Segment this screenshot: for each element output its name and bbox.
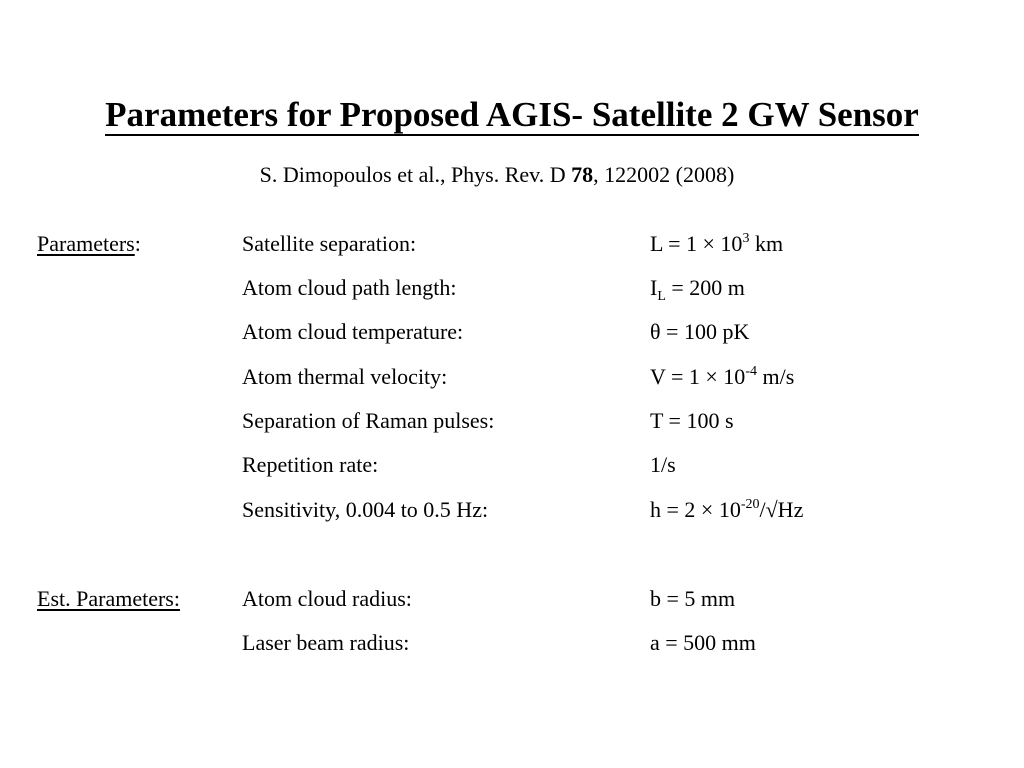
param-value: T = 100 s [650, 408, 734, 433]
param-value: a = 500 mm [650, 630, 756, 655]
param-value-base: h = 2 × 10 [650, 497, 741, 522]
param-value [650, 273, 745, 303]
param-value-exponent: -20 [740, 497, 760, 512]
param-row-temperature [0, 317, 1024, 347]
param-name: Atom cloud path length: [242, 275, 457, 300]
param-row-satellite-separation [0, 229, 1024, 259]
param-name: Sensitivity, 0.004 to 0.5 Hz: [242, 497, 489, 522]
param-value-unit: km [749, 231, 784, 256]
param-value-base: I [650, 275, 658, 300]
slide-title [0, 94, 1024, 136]
param-value-base: V = 1 × 10 [650, 364, 746, 389]
param-name: Satellite separation: [242, 231, 417, 256]
param-value-unit: m/s [756, 364, 795, 389]
section-label-est-parameters [37, 584, 180, 614]
param-value [650, 229, 783, 259]
param-value-exponent: 3 [742, 231, 750, 246]
citation [0, 161, 994, 189]
param-value [650, 495, 803, 525]
param-row-beam-radius [0, 628, 1024, 658]
param-row-repetition-rate [0, 450, 1024, 480]
section-label-parameters [37, 229, 141, 259]
param-value [650, 362, 794, 392]
citation-suffix: , 122002 (2008) [593, 162, 735, 187]
param-name: Atom cloud radius: [242, 586, 412, 611]
param-value: 1/s [650, 452, 676, 477]
param-value-exponent: -4 [745, 364, 757, 379]
param-value: b = 5 mm [650, 586, 736, 611]
param-name: Separation of Raman pulses: [242, 408, 495, 433]
section-label-est-parameters-text: Est. Parameters: [37, 586, 180, 611]
param-row-thermal-velocity [0, 362, 1024, 392]
param-name: Atom thermal velocity: [242, 364, 448, 389]
citation-prefix: S. Dimopoulos et al., Phys. Rev. D [259, 162, 572, 187]
param-row-cloud-radius [0, 584, 1024, 614]
param-name: Atom cloud temperature: [242, 319, 464, 344]
param-value: θ = 100 pK [650, 319, 750, 344]
param-row-path-length [0, 273, 1024, 303]
param-value-unit: /√Hz [759, 497, 804, 522]
param-value-subscript: L [657, 289, 666, 304]
param-value-base: L = 1 × 10 [650, 231, 743, 256]
param-name: Repetition rate: [242, 452, 379, 477]
section-label-parameters-colon: : [134, 231, 141, 256]
slide-title-text: Parameters for Proposed AGIS- Satellite 2 GW Sensor [105, 95, 919, 134]
section-label-parameters-text: Parameters [37, 231, 135, 256]
param-value-unit: = 200 m [665, 275, 745, 300]
citation-volume: 78 [571, 162, 594, 187]
param-row-sensitivity [0, 495, 1024, 525]
param-name: Laser beam radius: [242, 630, 410, 655]
param-row-raman-separation [0, 406, 1024, 436]
